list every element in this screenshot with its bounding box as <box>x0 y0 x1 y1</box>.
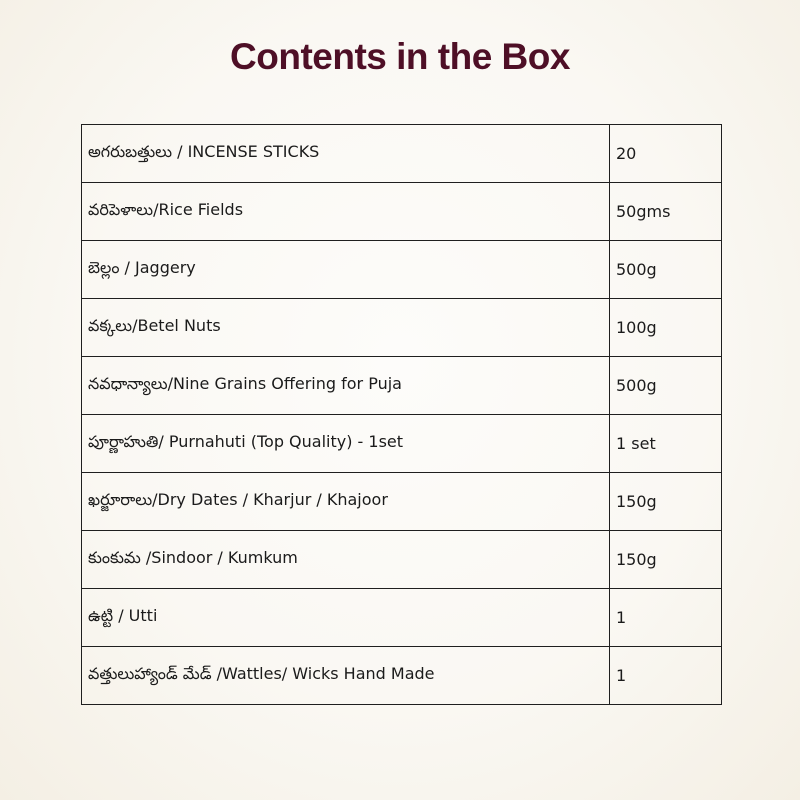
item-name: బెల్లం / Jaggery <box>82 241 610 299</box>
table-row <box>82 531 722 589</box>
item-name: ఖర్జూరాలు/Dry Dates / Kharjur / Khajoor <box>82 473 610 531</box>
item-name: వత్తులుహ్యాండ్ మేడ్ /Wattles/ Wicks Hand Made <box>82 647 610 705</box>
table-row <box>82 299 722 357</box>
table-row <box>82 183 722 241</box>
item-quantity: 50gms <box>610 183 722 241</box>
item-name: అగరుబత్తులు / INCENSE STICKS <box>82 125 610 183</box>
item-quantity: 150g <box>610 531 722 589</box>
item-name: ఉట్టి / Utti <box>82 589 610 647</box>
table-row <box>82 589 722 647</box>
table-row <box>82 473 722 531</box>
item-name: నవధాన్యాలు/Nine Grains Offering for Puja <box>82 357 610 415</box>
table-row <box>82 125 722 183</box>
table-row <box>82 647 722 705</box>
page-title: Contents in the Box <box>230 36 570 77</box>
item-name: వరిపెళాలు/Rice Fields <box>82 183 610 241</box>
item-quantity: 1 set <box>610 415 722 473</box>
item-name: కుంకుమ /Sindoor / Kumkum <box>82 531 610 589</box>
table-row <box>82 357 722 415</box>
item-quantity: 500g <box>610 241 722 299</box>
table-row <box>82 415 722 473</box>
table-row <box>82 241 722 299</box>
item-quantity: 20 <box>610 125 722 183</box>
item-quantity: 1 <box>610 647 722 705</box>
item-quantity: 1 <box>610 589 722 647</box>
item-quantity: 100g <box>610 299 722 357</box>
item-quantity: 500g <box>610 357 722 415</box>
item-name: పూర్ణాహుతి/ Purnahuti (Top Quality) - 1set <box>82 415 610 473</box>
contents-table <box>81 124 722 705</box>
item-quantity: 150g <box>610 473 722 531</box>
item-name: వక్కలు/Betel Nuts <box>82 299 610 357</box>
